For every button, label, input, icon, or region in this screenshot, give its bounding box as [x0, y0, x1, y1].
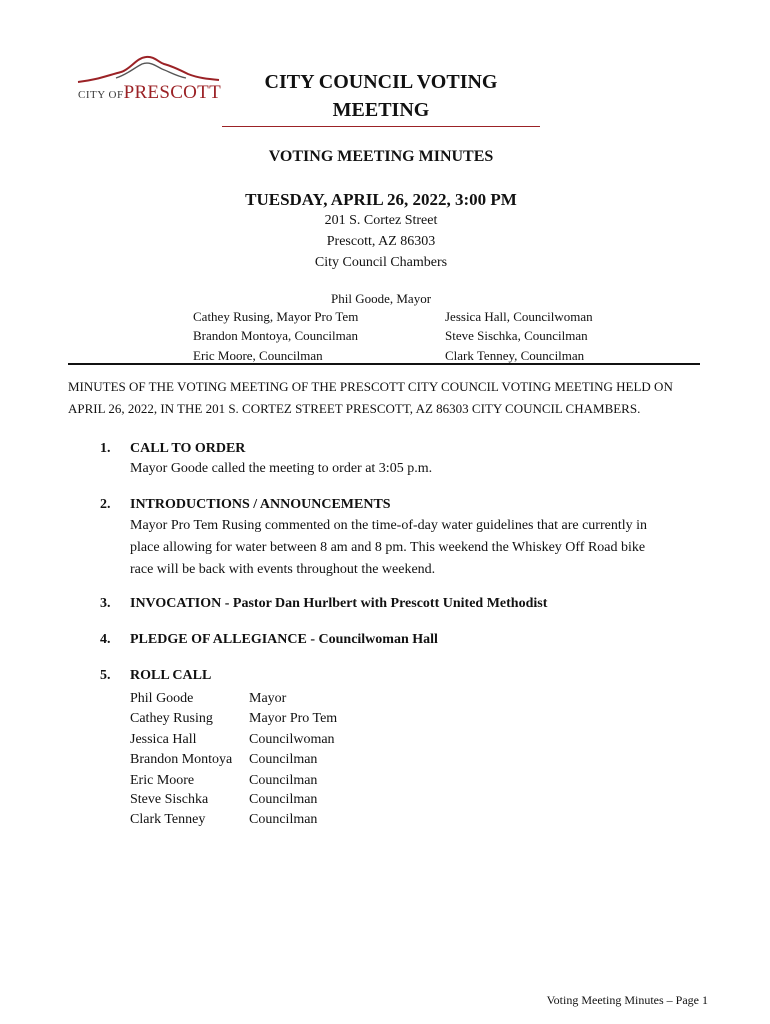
council-mayor: Phil Goode, Mayor — [331, 291, 432, 306]
roll-call-name: Clark Tenney — [130, 812, 206, 827]
council-member: Jessica Hall, Councilwoman — [445, 309, 593, 324]
page-footer: Voting Meeting Minutes – Page 1 — [546, 993, 708, 1007]
item-number: 1. — [100, 441, 111, 456]
council-member: Clark Tenney, Councilman — [445, 348, 585, 363]
address-line-3: City Council Chambers — [314, 255, 448, 270]
item-text: place allowing for water between 8 am and 8 pm. This weekend the Whiskey Off Road bike — [130, 540, 646, 555]
item-text: Mayor Pro Tem Rusing commented on the time-of-day water guidelines that are currently in — [130, 518, 648, 533]
subtitle: VOTING MEETING MINUTES — [268, 148, 494, 165]
logo-wordmark — [78, 82, 221, 104]
address-line-1: 201 S. Cortez Street — [324, 213, 438, 228]
item-number: 2. — [100, 497, 111, 512]
intro-line-1: MINUTES OF THE VOTING MEETING OF THE PRESCOTT CITY COUNCIL VOTING MEETING HELD ON — [68, 379, 673, 394]
roll-call-title: Councilman — [249, 773, 318, 788]
roll-call-name: Brandon Montoya — [130, 752, 233, 767]
logo-big-text: PRESCOTT — [123, 82, 221, 103]
meeting-datetime: TUESDAY, APRIL 26, 2022, 3:00 PM — [245, 190, 517, 209]
address-line-2: Prescott, AZ 86303 — [326, 234, 436, 249]
roll-call-name: Jessica Hall — [130, 732, 197, 747]
council-member: Steve Sischka, Councilman — [445, 328, 588, 343]
item-heading: INVOCATION - Pastor Dan Hurlbert with Prescott United Methodist — [130, 596, 548, 611]
council-member: Brandon Montoya, Councilman — [193, 328, 359, 343]
title-divider — [222, 126, 540, 127]
item-number: 3. — [100, 596, 111, 611]
logo-small-text: CITY OF — [78, 89, 124, 101]
roll-call-title: Mayor — [249, 691, 287, 706]
city-logo — [76, 52, 221, 107]
title-line-2: MEETING — [332, 99, 430, 121]
council-member: Cathey Rusing, Mayor Pro Tem — [193, 309, 359, 324]
page-title — [222, 68, 540, 124]
item-heading: PLEDGE OF ALLEGIANCE - Councilwoman Hall — [130, 632, 438, 647]
roll-call-title: Mayor Pro Tem — [249, 711, 338, 726]
item-text: race will be back with events throughout the weekend. — [130, 562, 436, 577]
item-number: 5. — [100, 668, 111, 683]
roll-call-name: Steve Sischka — [130, 792, 209, 807]
item-text: Mayor Goode called the meeting to order at 3:05 p.m. — [130, 461, 433, 476]
roll-call-name: Eric Moore — [130, 773, 195, 788]
roll-call-title: Councilman — [249, 752, 318, 767]
roll-call-title: Councilman — [249, 812, 318, 827]
item-number: 4. — [100, 632, 111, 647]
item-heading: CALL TO ORDER — [130, 441, 246, 456]
item-heading: ROLL CALL — [130, 668, 212, 683]
intro-line-2: APRIL 26, 2022, IN THE 201 S. CORTEZ STREET PRESCOTT, AZ 86303 CITY COUNCIL CHAMBERS. — [68, 401, 641, 416]
roll-call-name: Cathey Rusing — [130, 711, 213, 726]
roll-call-title: Councilwoman — [249, 732, 335, 747]
roll-call-title: Councilman — [249, 792, 318, 807]
council-member: Eric Moore, Councilman — [193, 348, 323, 363]
header-divider — [68, 363, 700, 365]
title-line-1: CITY COUNCIL VOTING — [264, 71, 498, 93]
roll-call-name: Phil Goode — [130, 691, 194, 706]
item-heading: INTRODUCTIONS / ANNOUNCEMENTS — [130, 497, 391, 512]
